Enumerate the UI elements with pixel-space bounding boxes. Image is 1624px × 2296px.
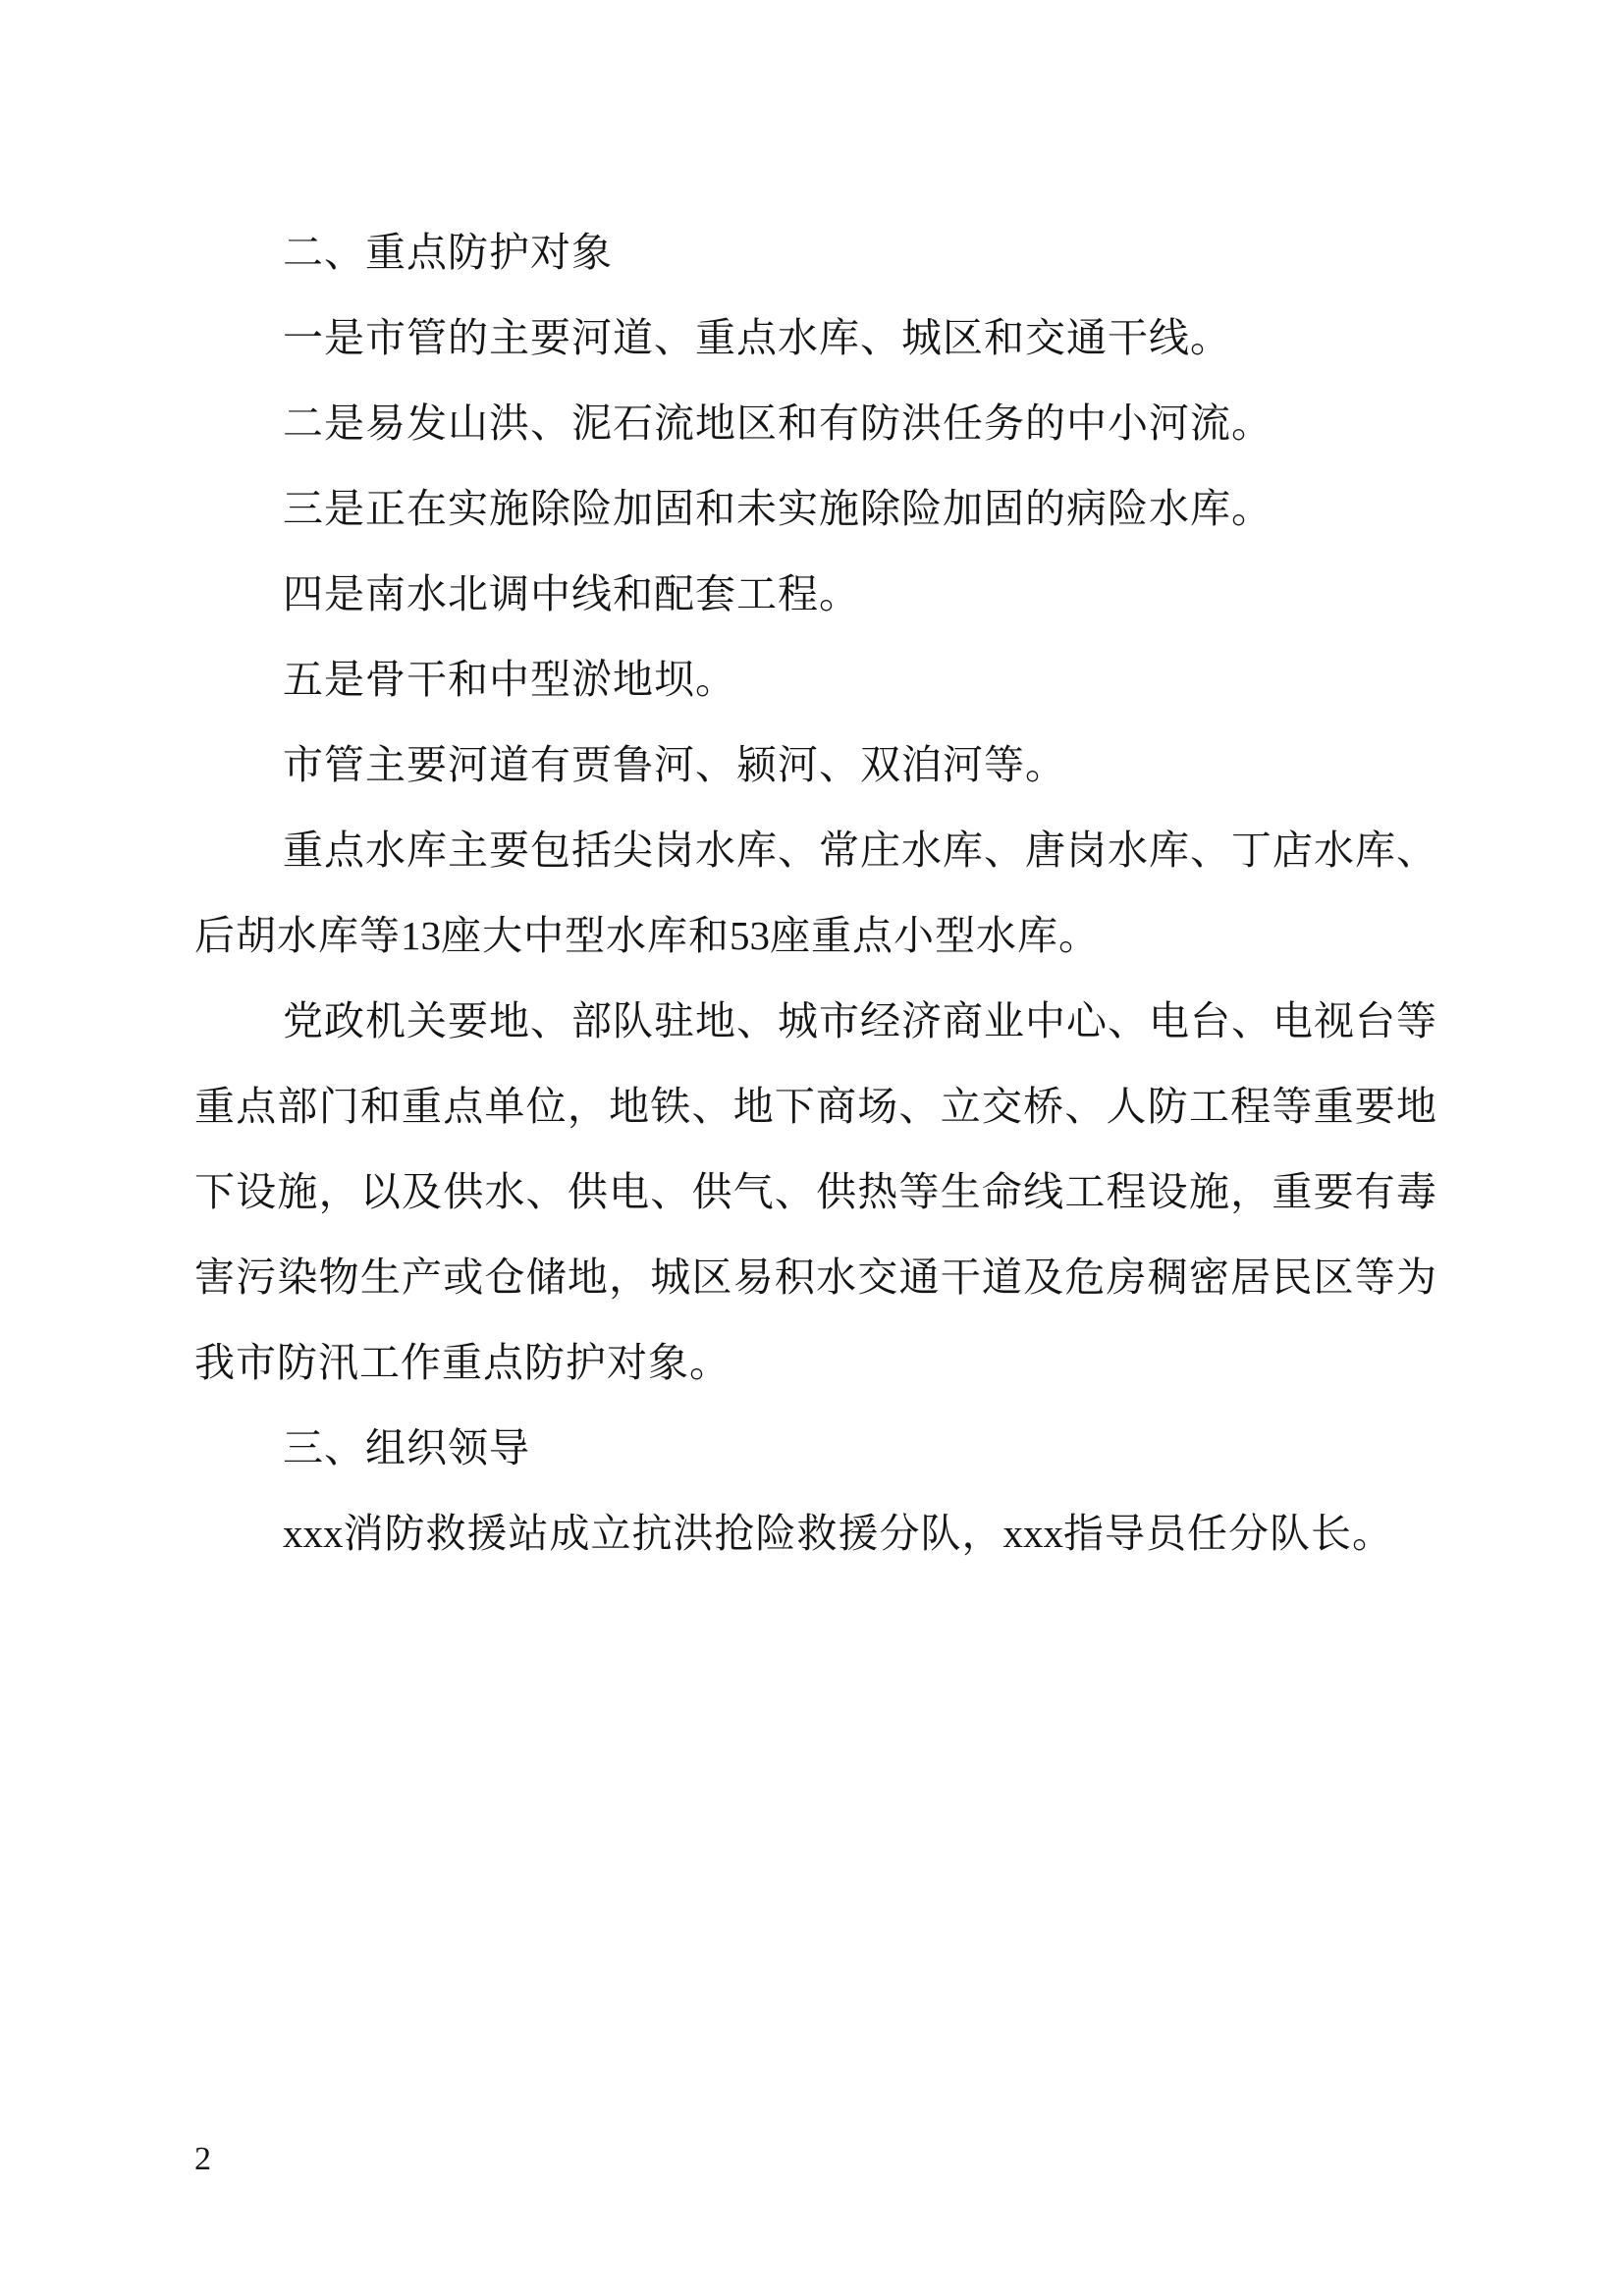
protection-item-5: 五是骨干和中型淤地坝。 [283,656,736,703]
document-body [194,210,1437,1576]
reservoirs-paragraph [194,808,1437,979]
protection-item-3: 三是正在实施除险加固和未实施除险加固的病险水库。 [283,485,1272,532]
organization-text-2: 指导员任分队长。 [1063,1510,1393,1557]
reservoirs-count-small: 53 [730,913,770,958]
organization-name-placeholder-1: xxx [283,1511,344,1556]
organization-name-placeholder-2: xxx [1002,1511,1063,1556]
section-heading-protection-targets: 二、重点防护对象 [283,229,613,276]
page-number: 2 [194,2141,211,2177]
reservoirs-text-1: 重点水库主要包括尖岗水库、常庄水库、唐岗水库、丁店水库、后胡水库等 [194,827,1437,959]
organization-paragraph [194,1491,1437,1576]
protection-item-4: 四是南水北调中线和配套工程。 [283,570,860,617]
reservoirs-text-3: 座重点小型水库。 [770,912,1100,959]
protection-item-2: 二是易发山洪、泥石流地区和有防洪任务的中小河流。 [283,400,1272,447]
organization-text-1: 消防救援站成立抗洪抢险救援分队， [343,1510,1003,1557]
section-heading-organization: 三、组织领导 [283,1424,530,1471]
key-targets-paragraph: 党政机关要地、部队驻地、城市经济商业中心、电台、电视台等重点部门和重点单位，地铁、地下商场、立交桥、人防工程等重要地下设施，以及供水、供电、供气、供热等生命线工程设施，重要有毒害污染物生产或仓储地，城区易积水交通干道及危房稠密居民区等为我市防汛工作重点防护对象。 [194,997,1437,1386]
reservoirs-count-large-medium: 13 [401,913,441,958]
protection-item-1: 一是市管的主要河道、重点水库、城区和交通干线。 [283,314,1231,361]
rivers-paragraph: 市管主要河道有贾鲁河、颍河、双洎河等。 [283,741,1066,788]
reservoirs-text-2: 座大中型水库和 [441,912,730,959]
